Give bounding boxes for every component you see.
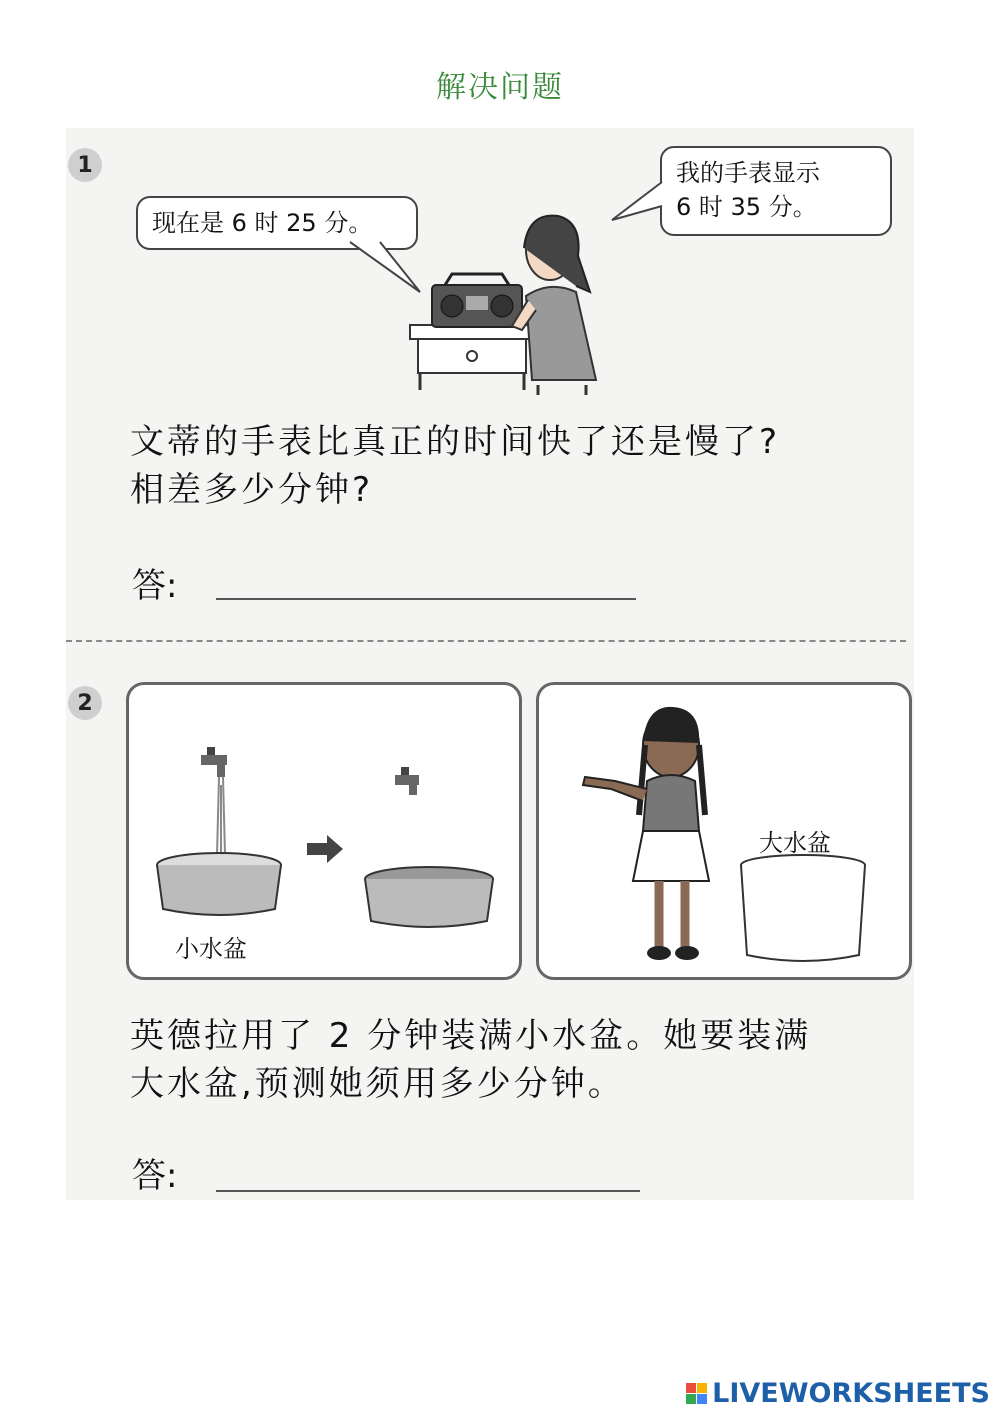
question-number-1: 1: [68, 148, 102, 182]
liveworksheets-logo: [686, 1378, 990, 1409]
speech-bubble-radio: 现在是 6 时 25 分。: [136, 196, 418, 250]
answer-line-1[interactable]: [216, 598, 636, 600]
panel-big-basin: [536, 682, 912, 980]
question-number-2: 2: [68, 686, 102, 720]
girl-with-radio-illustration: [400, 200, 620, 395]
page-title: 解决问题: [436, 70, 564, 105]
big-basin-label: 大水盆: [759, 829, 831, 857]
panel-small-basin: [126, 682, 522, 980]
question-1-text: 文蒂的手表比真正的时间快了还是慢了? 相差多少分钟?: [130, 422, 781, 510]
answer-label-2: 答:: [132, 1156, 178, 1196]
answer-line-2[interactable]: [216, 1190, 640, 1192]
speech-bubble-girl: 我的手表显示 6 时 35 分。: [660, 146, 892, 236]
answer-label-1: 答:: [132, 566, 178, 606]
section-divider: [66, 640, 906, 642]
question-2-text: 英德拉用了 2 分钟装满小水盆。她要装满 大水盆,预测她须用多少分钟。: [130, 1016, 812, 1104]
logo-text: LIVEWORKSHEETS: [712, 1378, 990, 1409]
liveworksheets-logo-icon: [686, 1383, 708, 1405]
small-basin-label: 小水盆: [175, 935, 247, 963]
girl-pointing-illustration: [539, 685, 909, 977]
